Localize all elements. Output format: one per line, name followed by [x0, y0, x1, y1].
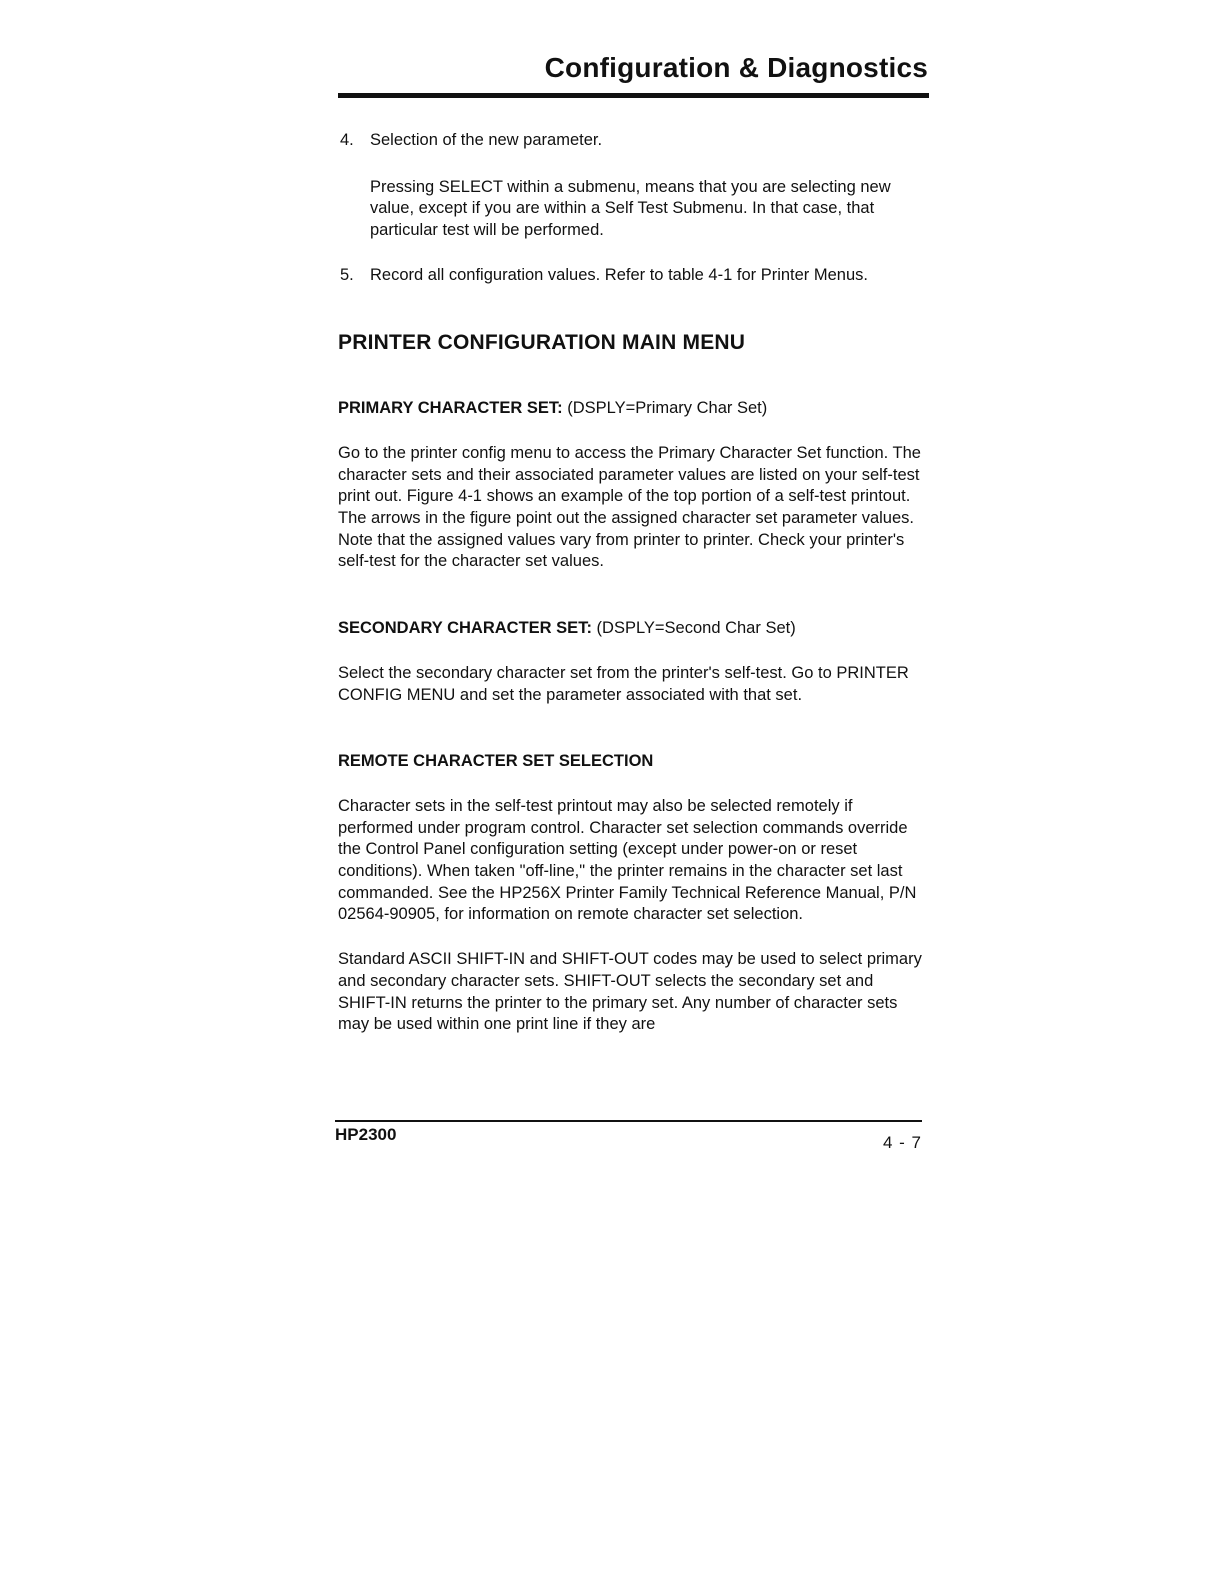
step-number: 4.	[340, 131, 354, 149]
secondary-display: (DSPLY=Second Char Set)	[596, 619, 796, 638]
remote-paragraph-1: Character sets in the self-test printout may also be selected remotely if performed under program control. Character set selection commands override the Control Panel configuration setting (except under power-on or reset conditions). When taken "off-line," the printer remains in the character set last commanded. See the HP256X Printer Family Technical Reference Manual, P/N 02564-90905, for information on remote character set selection.	[338, 796, 917, 924]
secondary-label: SECONDARY CHARACTER SET:	[338, 619, 592, 638]
remote-subhead: REMOTE CHARACTER SET SELECTION	[338, 752, 654, 771]
remote-paragraph-2: Standard ASCII SHIFT-IN and SHIFT-OUT codes may be used to select primary and secondary character sets. SHIFT-OUT selects the secondary set and SHIFT-IN returns the printer to the primary set. Any number of character sets may be used within one print line if they are	[338, 950, 922, 1034]
primary-label: PRIMARY CHARACTER SET:	[338, 399, 563, 418]
step-4-body: Pressing SELECT within a submenu, means that you are selecting new value, except if you are within a Self Test Submenu. In that case, that particular test will be performed.	[370, 177, 891, 240]
running-header-title: Configuration & Diagnostics	[544, 52, 928, 83]
primary-subhead	[338, 398, 928, 420]
header-rule	[338, 93, 929, 98]
page-number: 4 - 7	[882, 1133, 922, 1152]
footer-model: HP2300	[335, 1125, 397, 1144]
primary-paragraph: Go to the printer config menu to access the Primary Character Set function. The character sets and their associated parameter values are listed on your self-test print out. Figure 4-1 shows an example of the top portion of a self-test printout. The arrows in the figure point out the assigned character set parameter values. Note that the assigned values vary from printer to printer. Check your printer's self-test for the character set values.	[338, 443, 921, 571]
step-text: Selection of the new parameter.	[370, 131, 603, 149]
step-4	[338, 130, 928, 152]
secondary-paragraph: Select the secondary character set from the printer's self-test. Go to PRINTER CONFIG MENU and set the parameter associated with that set.	[338, 663, 909, 704]
page-content	[338, 130, 928, 1036]
step-text: Record all configuration values. Refer to table 4-1 for Printer Menus.	[370, 265, 868, 284]
primary-display: (DSPLY=Primary Char Set)	[567, 399, 768, 418]
footer-rule	[335, 1120, 922, 1122]
step-number: 5.	[340, 265, 354, 284]
secondary-subhead	[338, 618, 928, 640]
step-5	[338, 265, 928, 287]
section-title: PRINTER CONFIGURATION MAIN MENU	[338, 330, 746, 354]
